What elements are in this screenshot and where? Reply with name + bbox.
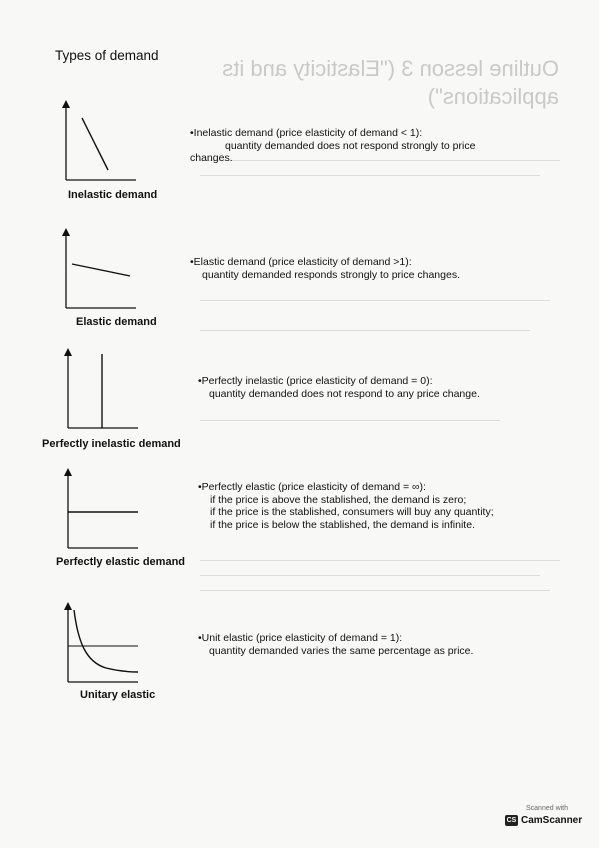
bleed-line-2: applications") xyxy=(427,84,559,109)
inelastic-description xyxy=(190,127,475,165)
perfectly-elastic-description xyxy=(198,481,494,531)
demand-curve xyxy=(74,610,138,672)
bleed-through-title xyxy=(159,55,559,111)
perfectly-elastic-demand-graph xyxy=(58,468,140,553)
bleed-rule xyxy=(200,300,550,301)
camscanner-logo-icon: CS xyxy=(506,817,517,824)
bleed-rule xyxy=(200,420,500,421)
unitary-elastic-description xyxy=(198,632,473,657)
elastic-demand-graph xyxy=(58,228,138,313)
inelastic-caption: Inelastic demand xyxy=(68,189,158,201)
desc-line: quantity demanded does not respond to any price change. xyxy=(209,387,480,400)
y-axis-arrow xyxy=(62,100,70,108)
desc-line: •Perfectly elastic (price elasticity of demand = ∞): xyxy=(198,481,426,493)
desc-line: •Perfectly inelastic (price elasticity of demand = 0): xyxy=(198,375,433,387)
elastic-caption: Elastic demand xyxy=(76,316,157,328)
desc-line: quantity demanded responds strongly to price changes. xyxy=(202,268,460,281)
desc-line: quantity demanded varies the same percentage as price. xyxy=(209,644,474,657)
bleed-rule xyxy=(200,590,550,591)
y-axis-arrow xyxy=(64,348,72,356)
camscanner-brand xyxy=(505,815,589,826)
page-title: Types of demand xyxy=(55,48,159,63)
perfectly-inelastic-caption: Perfectly inelastic demand xyxy=(42,438,181,450)
desc-line: •Inelastic demand (price elasticity of demand < 1): xyxy=(190,127,423,139)
y-axis-arrow xyxy=(62,228,70,236)
camscanner-watermark xyxy=(505,805,589,839)
demand-curve xyxy=(72,264,130,276)
perfectly-inelastic-demand-graph xyxy=(58,348,140,433)
desc-line: if the price is below the stablished, the demand is infinite. xyxy=(210,518,475,531)
camscanner-label: CamScanner xyxy=(521,815,583,826)
bleed-rule xyxy=(200,575,540,576)
unitary-elastic-caption: Unitary elastic xyxy=(80,689,156,701)
y-axis-arrow xyxy=(64,468,72,476)
bleed-rule xyxy=(200,560,560,561)
elastic-description xyxy=(190,256,460,281)
bleed-rule xyxy=(200,175,540,176)
desc-line: changes. xyxy=(190,152,233,164)
perfectly-inelastic-description xyxy=(198,375,480,400)
scanned-with-text: Scanned with xyxy=(525,805,569,812)
bleed-rule xyxy=(200,330,530,331)
inelastic-demand-graph xyxy=(58,100,138,185)
desc-line: •Unit elastic (price elasticity of demand = 1): xyxy=(198,632,403,644)
y-axis-arrow xyxy=(64,602,72,610)
desc-line: quantity demanded does not respond strongly to price xyxy=(225,139,476,152)
desc-line: if the price is the stablished, consumers will buy any quantity; xyxy=(210,506,494,518)
desc-line: •Elastic demand (price elasticity of demand >1): xyxy=(190,256,412,268)
bleed-line-1: Outline lesson 3 ("Elasticity and its xyxy=(222,56,559,81)
desc-line: if the price is above the stablished, the demand is zero; xyxy=(210,493,467,506)
demand-curve xyxy=(82,118,108,170)
perfectly-elastic-caption: Perfectly elastic demand xyxy=(56,556,186,568)
unitary-elastic-demand-graph xyxy=(58,602,140,687)
